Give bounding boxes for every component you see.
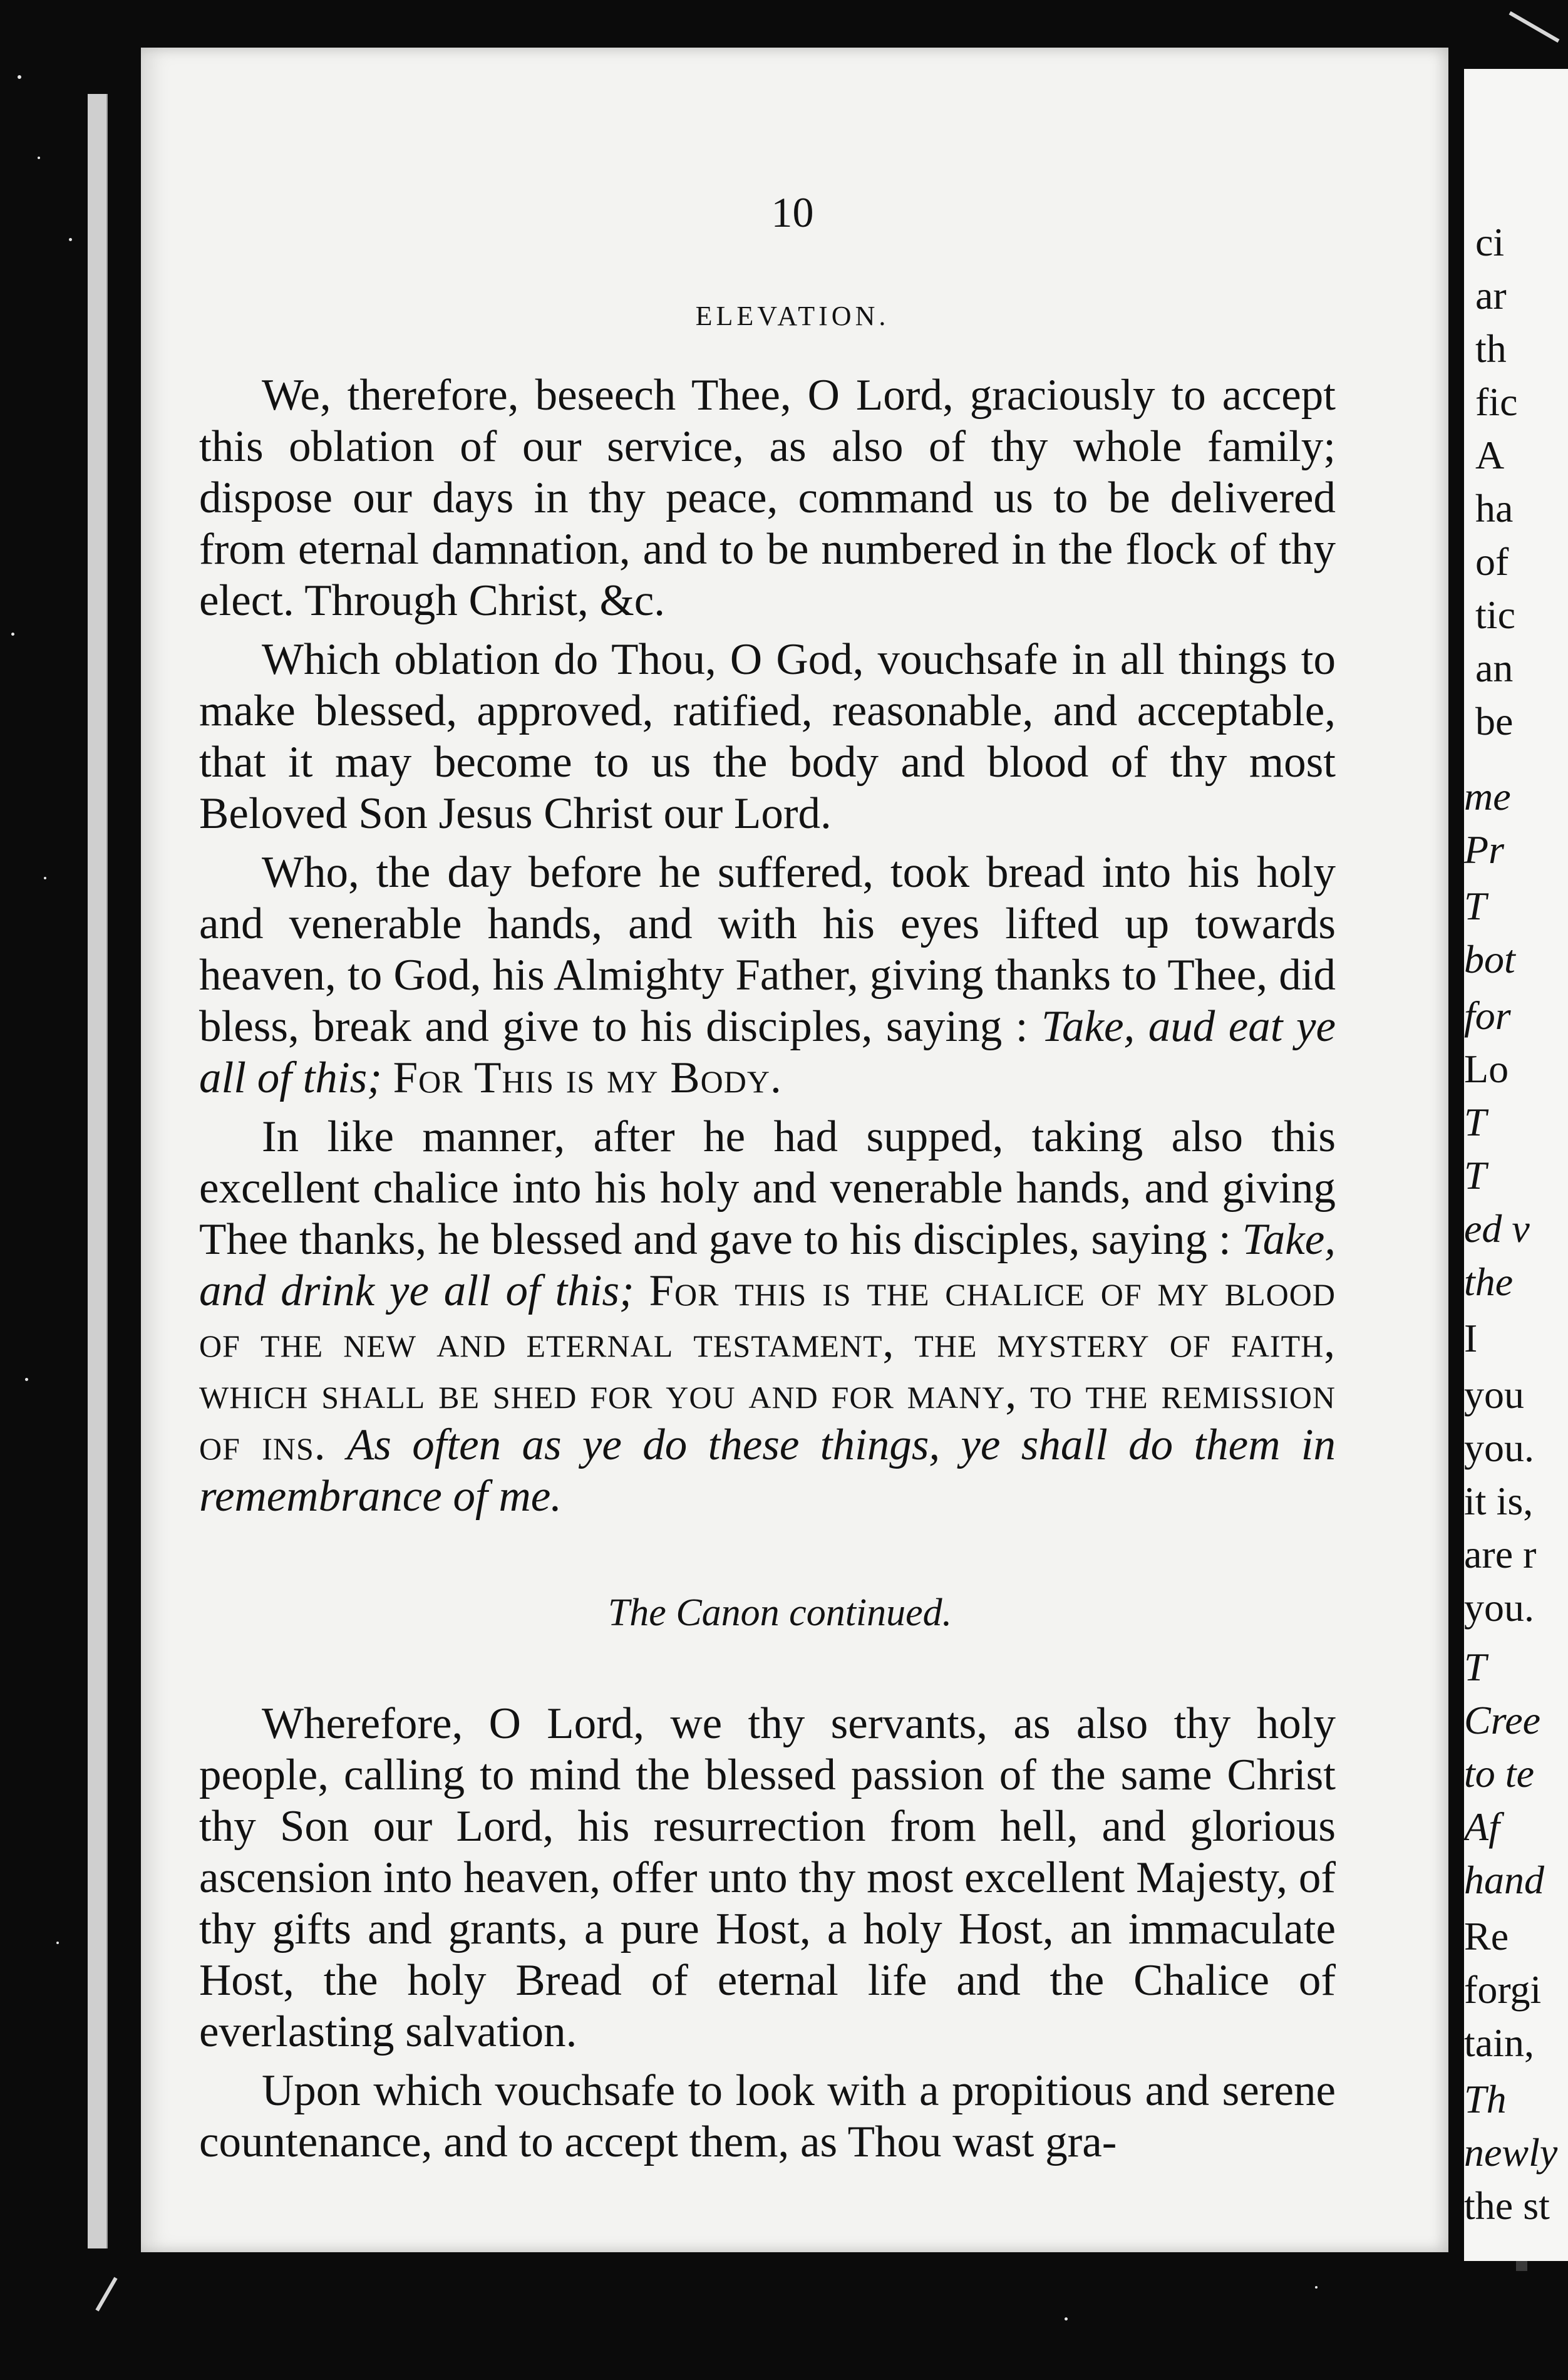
page-number: 10 <box>771 189 814 236</box>
section-heading: ELEVATION. <box>695 301 890 331</box>
adjacent-page-fragment: Cree <box>1464 1698 1541 1742</box>
adjacent-page-fragment: ed v <box>1464 1206 1530 1251</box>
subheading: The Canon continued. <box>607 1591 952 1634</box>
consecration-caps: For this is the chalice of my blood of the new and eternal testament, the mystery of faith, which shall be shed for you and for many, to the remission of ins. <box>199 1266 1336 1469</box>
adjacent-page-fragment: bot <box>1464 937 1515 981</box>
page-edge <box>88 94 108 2248</box>
adjacent-page-fragment: T <box>1464 1100 1487 1144</box>
adjacent-page-fragment: th <box>1475 326 1507 371</box>
scratch-mark <box>1509 11 1560 43</box>
paragraph <box>199 1111 1336 1522</box>
consecration-words: Take, aud eat ye all of this; <box>199 1002 1336 1102</box>
paragraph-text: In like manner, after he had supped, taking also this excellent chalice into his holy and venerable hands, and giving Thee thanks, he blessed and gave to his disciples, saying : <box>199 1112 1336 1264</box>
adjacent-page-fragment: Pr <box>1464 827 1504 872</box>
adjacent-page-fragment: ha <box>1475 486 1514 530</box>
adjacent-page-fragment: T <box>1464 1153 1487 1198</box>
adjacent-page-fragment: you. <box>1464 1425 1534 1470</box>
scratch-mark <box>95 2277 117 2312</box>
paragraph: Upon which vouchsafe to look with a propitious and serene countenance, and to accept them, as Thou wast gra- <box>199 2066 1336 2166</box>
adjacent-page-fragment: you. <box>1464 1585 1534 1630</box>
adjacent-page-fragment: fic <box>1475 380 1518 424</box>
adjacent-page-fragment: I <box>1464 1316 1478 1360</box>
adjacent-page-fragment: Lo <box>1464 1047 1509 1091</box>
adjacent-page-fragment: the st <box>1464 2183 1550 2228</box>
page-content <box>199 188 1336 2168</box>
adjacent-page-fragment: Re <box>1464 1914 1509 1958</box>
book-gutter <box>1448 94 1464 2255</box>
adjacent-page-fragment: be <box>1475 699 1514 743</box>
adjacent-page-fragment: A <box>1475 433 1505 477</box>
adjacent-page-fragment: of <box>1475 539 1509 584</box>
adjacent-page-fragment: for <box>1464 993 1511 1038</box>
consecration-caps: For This is my Body. <box>393 1053 782 1102</box>
adjacent-page-fragment: hand <box>1464 1858 1544 1902</box>
paragraph: We, therefore, beseech Thee, O Lord, graciously to accept this oblation of our service, as also of thy whole family; dispose our days in thy peace, command us to be delivered from eternal damnation, and to be numbered in the flock of thy elect. Through Christ, &c. <box>199 371 1336 625</box>
paragraph: Wherefore, O Lord, we thy servants, as also thy holy people, calling to mind the blessed passion of the same Christ thy Son our Lord, his resurrection from hell, and glorious ascension into heaven, offer unto thy most excellent Majesty, of thy gifts and grants, a pure Host, a holy Host, an immaculate Host, the holy Bread of eternal life and the Chalice of everlasting salvation. <box>199 1699 1336 2056</box>
adjacent-page-fragment: forgi <box>1464 1967 1542 2012</box>
adjacent-page-fragment: an <box>1475 646 1514 690</box>
adjacent-page-fragment: T <box>1464 1645 1487 1689</box>
adjacent-page-fragment: tic <box>1475 592 1515 637</box>
adjacent-page-fragment: ci <box>1475 220 1505 264</box>
adjacent-page-fragment: tain, <box>1464 2020 1534 2065</box>
adjacent-page <box>1464 69 1568 2261</box>
adjacent-page-fragment: the <box>1464 1260 1514 1304</box>
adjacent-page-fragment: T <box>1464 884 1487 928</box>
adjacent-page-fragment: Th <box>1464 2077 1507 2121</box>
adjacent-page-fragment: newly <box>1464 2130 1558 2175</box>
adjacent-page-fragment: are r <box>1464 1532 1537 1576</box>
adjacent-page-fragment: it is, <box>1464 1479 1534 1523</box>
adjacent-page-fragment: ar <box>1475 273 1507 318</box>
adjacent-page-fragment: Af <box>1464 1804 1500 1849</box>
adjacent-page-fragment: you <box>1464 1372 1524 1417</box>
paragraph <box>199 847 1336 1104</box>
closing-words: As often as ye do these things, ye shall do them in remembrance of me. <box>199 1420 1336 1521</box>
consecration-words: Take, and drink ye all of this; <box>199 1215 1336 1315</box>
paragraph: Which oblation do Thou, O God, vouchsafe in all things to make blessed, approved, ratified, reasonable, and acceptable, that it may become to us the body and blood of thy most Beloved Son Jesus Christ our Lord. <box>199 635 1336 838</box>
adjacent-page-fragment: to te <box>1464 1751 1534 1796</box>
paragraph-text: Who, the day before he suffered, took bread into his holy and venerable hands, and with his eyes lifted up towards heaven, to God, his Almighty Father, giving thanks to Thee, did bless, break and give to his disciples, saying : <box>199 848 1336 1051</box>
adjacent-page-fragment: me <box>1464 774 1511 819</box>
